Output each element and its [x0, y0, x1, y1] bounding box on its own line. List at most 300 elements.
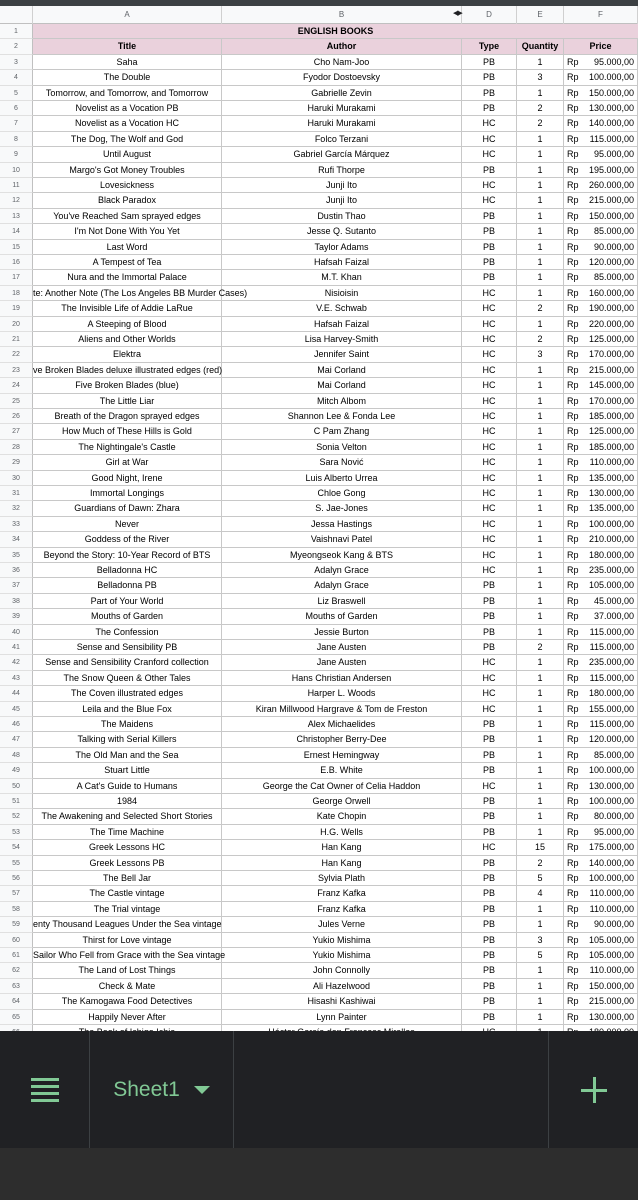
cell-quantity[interactable]: 3	[517, 70, 564, 85]
cell-title[interactable]: Beyond the Story: 10-Year Record of BTS	[33, 548, 222, 563]
cell-title[interactable]: Thirst for Love vintage	[33, 933, 222, 948]
cell-quantity[interactable]: 1	[517, 424, 564, 439]
cell-price[interactable]	[564, 625, 638, 640]
row-number[interactable]: 23	[0, 363, 33, 378]
cell-type[interactable]: HC	[462, 671, 517, 686]
cell-title[interactable]: The Double	[33, 70, 222, 85]
cell-quantity[interactable]: 2	[517, 116, 564, 131]
row-number[interactable]: 39	[0, 609, 33, 624]
cell-title[interactable]: The Land of Lost Things	[33, 963, 222, 978]
cell-title[interactable]: The Kamogawa Food Detectives	[33, 994, 222, 1009]
row-number[interactable]: 50	[0, 779, 33, 794]
cell-price[interactable]	[564, 979, 638, 994]
cell-title[interactable]: Sailor Who Fell from Grace with the Sea vintage	[33, 948, 222, 963]
cell-quantity[interactable]: 1	[517, 240, 564, 255]
cell-title[interactable]: enty Thousand Leagues Under the Sea vintage	[33, 917, 222, 932]
cell-quantity[interactable]: 1	[517, 671, 564, 686]
cell-title[interactable]: Part of Your World	[33, 594, 222, 609]
cell-quantity[interactable]: 1	[517, 471, 564, 486]
cell-title[interactable]: The Bell Jar	[33, 871, 222, 886]
cell-author[interactable]: Ernest Hemingway	[222, 748, 462, 763]
cell-quantity[interactable]: 1	[517, 1010, 564, 1025]
cell-type[interactable]: PB	[462, 594, 517, 609]
cell-quantity[interactable]: 1	[517, 440, 564, 455]
cell-author[interactable]: Mouths of Garden	[222, 609, 462, 624]
row-number[interactable]: 8	[0, 132, 33, 147]
cell-type[interactable]: PB	[462, 902, 517, 917]
cell-quantity[interactable]: 2	[517, 101, 564, 116]
cell-title[interactable]: Goddess of the River	[33, 532, 222, 547]
row-number[interactable]: 4	[0, 70, 33, 85]
cell-type[interactable]: PB	[462, 55, 517, 70]
row-number[interactable]: 60	[0, 933, 33, 948]
cell-price[interactable]	[564, 101, 638, 116]
cell-type[interactable]: PB	[462, 240, 517, 255]
cell-quantity[interactable]: 1	[517, 286, 564, 301]
cell-author[interactable]: S. Jae-Jones	[222, 501, 462, 516]
cell-title[interactable]: Check & Mate	[33, 979, 222, 994]
cell-author[interactable]: Jane Austen	[222, 655, 462, 670]
cell-quantity[interactable]: 3	[517, 933, 564, 948]
cell-quantity[interactable]: 5	[517, 948, 564, 963]
cell-title[interactable]: Talking with Serial Killers	[33, 732, 222, 747]
cell-type[interactable]: PB	[462, 856, 517, 871]
cell-author[interactable]: Sonia Velton	[222, 440, 462, 455]
cell-author[interactable]: Sylvia Plath	[222, 871, 462, 886]
row-number[interactable]: 3	[0, 55, 33, 70]
cell-quantity[interactable]: 2	[517, 856, 564, 871]
cell-quantity[interactable]: 1	[517, 317, 564, 332]
row-number[interactable]: 63	[0, 979, 33, 994]
cell-quantity[interactable]: 1	[517, 902, 564, 917]
cell-quantity[interactable]: 1	[517, 548, 564, 563]
row-number[interactable]: 61	[0, 948, 33, 963]
cell-type[interactable]: HC	[462, 655, 517, 670]
cell-title[interactable]: Leila and the Blue Fox	[33, 702, 222, 717]
cell-type[interactable]: HC	[462, 779, 517, 794]
cell-type[interactable]: HC	[462, 548, 517, 563]
cell-price[interactable]	[564, 255, 638, 270]
cell-type[interactable]: PB	[462, 809, 517, 824]
cell-price[interactable]	[564, 240, 638, 255]
cell-quantity[interactable]: 1	[517, 578, 564, 593]
cell-type[interactable]: HC	[462, 178, 517, 193]
cell-author[interactable]: Jane Austen	[222, 640, 462, 655]
cell-price[interactable]	[564, 594, 638, 609]
cell-type[interactable]: HC	[462, 471, 517, 486]
cell-quantity[interactable]: 1	[517, 963, 564, 978]
cell-title[interactable]: Sense and Sensibility Cranford collection	[33, 655, 222, 670]
cell-type[interactable]: HC	[462, 409, 517, 424]
cell-author[interactable]: Adalyn Grace	[222, 578, 462, 593]
cell-price[interactable]	[564, 378, 638, 393]
cell-author[interactable]: Han Kang	[222, 856, 462, 871]
cell-title[interactable]: Aliens and Other Worlds	[33, 332, 222, 347]
cell-author[interactable]: Jennifer Saint	[222, 347, 462, 362]
cell-author[interactable]: Jessa Hastings	[222, 517, 462, 532]
cell-type[interactable]: HC	[462, 501, 517, 516]
cell-type[interactable]: PB	[462, 886, 517, 901]
cell-quantity[interactable]: 1	[517, 994, 564, 1009]
cell-price[interactable]	[564, 994, 638, 1009]
cell-price[interactable]	[564, 270, 638, 285]
row-number[interactable]: 5	[0, 86, 33, 101]
cell-type[interactable]: HC	[462, 286, 517, 301]
cell-title[interactable]: How Much of These Hills is Gold	[33, 424, 222, 439]
row-number[interactable]: 22	[0, 347, 33, 362]
row-number[interactable]: 47	[0, 732, 33, 747]
cell-type[interactable]: HC	[462, 840, 517, 855]
cell-type[interactable]: HC	[462, 517, 517, 532]
cell-price[interactable]	[564, 825, 638, 840]
cell-price[interactable]	[564, 856, 638, 871]
cell-author[interactable]: Jules Verne	[222, 917, 462, 932]
row-number[interactable]: 62	[0, 963, 33, 978]
cell-title[interactable]: I'm Not Done With You Yet	[33, 224, 222, 239]
row-number[interactable]: 26	[0, 409, 33, 424]
row-number[interactable]: 24	[0, 378, 33, 393]
row-number[interactable]: 14	[0, 224, 33, 239]
cell-quantity[interactable]: 1	[517, 794, 564, 809]
add-sheet-button[interactable]	[548, 1031, 638, 1148]
cell-author[interactable]: Gabrielle Zevin	[222, 86, 462, 101]
cell-type[interactable]: PB	[462, 1010, 517, 1025]
cell-type[interactable]: HC	[462, 424, 517, 439]
cell-title[interactable]: A Tempest of Tea	[33, 255, 222, 270]
cell-author[interactable]: Harper L. Woods	[222, 686, 462, 701]
column-header-b[interactable]: B	[222, 6, 462, 24]
cell-quantity[interactable]: 1	[517, 779, 564, 794]
cell-price[interactable]	[564, 917, 638, 932]
cell-quantity[interactable]: 1	[517, 193, 564, 208]
row-number[interactable]: 48	[0, 748, 33, 763]
cell-quantity[interactable]: 1	[517, 270, 564, 285]
row-number[interactable]: 40	[0, 625, 33, 640]
cell-type[interactable]: PB	[462, 163, 517, 178]
cell-author[interactable]: Franz Kafka	[222, 886, 462, 901]
cell-author[interactable]: Hafsah Faizal	[222, 255, 462, 270]
row-number[interactable]: 18	[0, 286, 33, 301]
cell-type[interactable]: PB	[462, 732, 517, 747]
cell-price[interactable]	[564, 193, 638, 208]
cell-title[interactable]: The Coven illustrated edges	[33, 686, 222, 701]
cell-price[interactable]	[564, 286, 638, 301]
cell-type[interactable]: HC	[462, 193, 517, 208]
cell-title[interactable]: Happily Never After	[33, 1010, 222, 1025]
cell-title[interactable]: Greek Lessons HC	[33, 840, 222, 855]
cell-quantity[interactable]: 5	[517, 871, 564, 886]
cell-type[interactable]: PB	[462, 979, 517, 994]
cell-title[interactable]: te: Another Note (The Los Angeles BB Murder Cases)	[33, 286, 222, 301]
cell-type[interactable]: HC	[462, 116, 517, 131]
cell-title[interactable]: Novelist as a Vocation PB	[33, 101, 222, 116]
cell-author[interactable]: Lynn Painter	[222, 1010, 462, 1025]
row-number[interactable]: 33	[0, 517, 33, 532]
cell-title[interactable]: The Trial vintage	[33, 902, 222, 917]
cell-quantity[interactable]: 1	[517, 55, 564, 70]
cell-price[interactable]	[564, 871, 638, 886]
cell-type[interactable]: PB	[462, 871, 517, 886]
row-number[interactable]: 2	[0, 39, 33, 54]
row-number[interactable]: 20	[0, 317, 33, 332]
cell-type[interactable]: HC	[462, 363, 517, 378]
row-number[interactable]: 44	[0, 686, 33, 701]
cell-author[interactable]: Hafsah Faizal	[222, 317, 462, 332]
sheet-tab[interactable]	[90, 1031, 234, 1148]
cell-author[interactable]: M.T. Khan	[222, 270, 462, 285]
cell-author[interactable]: Fyodor Dostoevsky	[222, 70, 462, 85]
row-number[interactable]: 55	[0, 856, 33, 871]
cell-type[interactable]: PB	[462, 748, 517, 763]
cell-title[interactable]: Guardians of Dawn: Zhara	[33, 501, 222, 516]
cell-author[interactable]: Haruki Murakami	[222, 116, 462, 131]
cell-author[interactable]: Han Kang	[222, 840, 462, 855]
cell-quantity[interactable]: 1	[517, 224, 564, 239]
cell-type[interactable]: HC	[462, 440, 517, 455]
cell-price[interactable]	[564, 394, 638, 409]
cell-price[interactable]	[564, 409, 638, 424]
cell-type[interactable]: PB	[462, 994, 517, 1009]
cell-price[interactable]	[564, 794, 638, 809]
cell-title[interactable]: Stuart Little	[33, 763, 222, 778]
cell-price[interactable]	[564, 563, 638, 578]
cell-title[interactable]: A Cat's Guide to Humans	[33, 779, 222, 794]
cell-price[interactable]	[564, 1010, 638, 1025]
cell-type[interactable]: HC	[462, 686, 517, 701]
cell-title[interactable]: Lovesickness	[33, 178, 222, 193]
cell-author[interactable]: Jessie Burton	[222, 625, 462, 640]
cell-price[interactable]	[564, 548, 638, 563]
cell-title[interactable]: The Awakening and Selected Short Stories	[33, 809, 222, 824]
cell-price[interactable]	[564, 902, 638, 917]
row-number[interactable]: 11	[0, 178, 33, 193]
cell-title[interactable]: The Castle vintage	[33, 886, 222, 901]
cell-price[interactable]	[564, 147, 638, 162]
cell-price[interactable]	[564, 501, 638, 516]
all-sheets-button[interactable]	[0, 1031, 90, 1148]
row-number[interactable]: 54	[0, 840, 33, 855]
cell-price[interactable]	[564, 655, 638, 670]
cell-price[interactable]	[564, 717, 638, 732]
cell-quantity[interactable]: 1	[517, 717, 564, 732]
cell-title[interactable]: Sense and Sensibility PB	[33, 640, 222, 655]
cell-author[interactable]: Sara Nović	[222, 455, 462, 470]
row-number[interactable]: 58	[0, 902, 33, 917]
cell-author[interactable]: Alex Michaelides	[222, 717, 462, 732]
cell-type[interactable]: PB	[462, 255, 517, 270]
cell-author[interactable]: Kate Chopin	[222, 809, 462, 824]
cell-quantity[interactable]: 1	[517, 809, 564, 824]
cell-author[interactable]: Adalyn Grace	[222, 563, 462, 578]
row-number[interactable]: 42	[0, 655, 33, 670]
cell-quantity[interactable]: 1	[517, 917, 564, 932]
cell-author[interactable]: Gabriel García Márquez	[222, 147, 462, 162]
cell-author[interactable]: Yukio Mishima	[222, 933, 462, 948]
cell-title[interactable]: You've Reached Sam sprayed edges	[33, 209, 222, 224]
row-number[interactable]: 35	[0, 548, 33, 563]
column-header-a[interactable]: A	[33, 6, 222, 24]
triangle-down-icon[interactable]	[194, 1086, 210, 1094]
cell-author[interactable]: Chloe Gong	[222, 486, 462, 501]
cell-title[interactable]: Margo's Got Money Troubles	[33, 163, 222, 178]
cell-quantity[interactable]: 1	[517, 501, 564, 516]
cell-author[interactable]: Haruki Murakami	[222, 101, 462, 116]
cell-author[interactable]: Nisioisin	[222, 286, 462, 301]
cell-type[interactable]: PB	[462, 86, 517, 101]
cell-title[interactable]: Nura and the Immortal Palace	[33, 270, 222, 285]
cell-title[interactable]: A Steeping of Blood	[33, 317, 222, 332]
cell-author[interactable]: Shannon Lee & Fonda Lee	[222, 409, 462, 424]
cell-type[interactable]: PB	[462, 717, 517, 732]
header-author[interactable]: Author	[222, 39, 462, 54]
cell-type[interactable]: PB	[462, 70, 517, 85]
cell-price[interactable]	[564, 886, 638, 901]
cell-author[interactable]: George the Cat Owner of Celia Haddon	[222, 779, 462, 794]
cell-title[interactable]: The Old Man and the Sea	[33, 748, 222, 763]
cell-price[interactable]	[564, 471, 638, 486]
row-number[interactable]: 6	[0, 101, 33, 116]
cell-price[interactable]	[564, 671, 638, 686]
cell-quantity[interactable]: 3	[517, 347, 564, 362]
cell-price[interactable]	[564, 532, 638, 547]
cell-quantity[interactable]: 1	[517, 178, 564, 193]
cell-quantity[interactable]: 1	[517, 625, 564, 640]
cell-author[interactable]: Mai Corland	[222, 363, 462, 378]
cell-quantity[interactable]: 1	[517, 517, 564, 532]
cell-type[interactable]: HC	[462, 132, 517, 147]
row-number[interactable]: 46	[0, 717, 33, 732]
cell-title[interactable]: Good Night, Irene	[33, 471, 222, 486]
cell-price[interactable]	[564, 86, 638, 101]
cell-type[interactable]: PB	[462, 963, 517, 978]
row-number[interactable]: 32	[0, 501, 33, 516]
cell-type[interactable]: PB	[462, 224, 517, 239]
row-number[interactable]: 15	[0, 240, 33, 255]
row-number[interactable]: 51	[0, 794, 33, 809]
cell-type[interactable]: HC	[462, 563, 517, 578]
cell-type[interactable]: PB	[462, 948, 517, 963]
cell-type[interactable]: HC	[462, 394, 517, 409]
row-number[interactable]: 34	[0, 532, 33, 547]
column-header-f[interactable]: F	[564, 6, 638, 24]
column-header-d[interactable]: D	[462, 6, 517, 24]
row-number[interactable]: 1	[0, 24, 33, 39]
cell-type[interactable]: PB	[462, 625, 517, 640]
cell-author[interactable]: Ali Hazelwood	[222, 979, 462, 994]
cell-type[interactable]: PB	[462, 763, 517, 778]
row-number[interactable]: 57	[0, 886, 33, 901]
cell-type[interactable]: PB	[462, 209, 517, 224]
cell-price[interactable]	[564, 347, 638, 362]
cell-type[interactable]: PB	[462, 640, 517, 655]
cell-quantity[interactable]: 1	[517, 532, 564, 547]
cell-author[interactable]: John Connolly	[222, 963, 462, 978]
row-number[interactable]: 52	[0, 809, 33, 824]
cell-quantity[interactable]: 1	[517, 163, 564, 178]
cell-price[interactable]	[564, 55, 638, 70]
cell-quantity[interactable]: 4	[517, 886, 564, 901]
cell-price[interactable]	[564, 748, 638, 763]
cell-quantity[interactable]: 1	[517, 86, 564, 101]
cell-author[interactable]: Rufi Thorpe	[222, 163, 462, 178]
row-number[interactable]: 28	[0, 440, 33, 455]
cell-price[interactable]	[564, 224, 638, 239]
cell-price[interactable]	[564, 578, 638, 593]
cell-author[interactable]: V.E. Schwab	[222, 301, 462, 316]
cell-author[interactable]: Taylor Adams	[222, 240, 462, 255]
cell-quantity[interactable]: 2	[517, 301, 564, 316]
cell-title[interactable]: The Nightingale's Castle	[33, 440, 222, 455]
header-price[interactable]: Price	[564, 39, 638, 54]
cell-title[interactable]: Until August	[33, 147, 222, 162]
cell-title[interactable]: Belladonna HC	[33, 563, 222, 578]
cell-author[interactable]: C Pam Zhang	[222, 424, 462, 439]
cell-title[interactable]: The Maidens	[33, 717, 222, 732]
cell-type[interactable]: HC	[462, 378, 517, 393]
row-number[interactable]: 59	[0, 917, 33, 932]
cell-price[interactable]	[564, 209, 638, 224]
cell-type[interactable]: PB	[462, 794, 517, 809]
hidden-column-arrows-icon[interactable]: ◀▶	[453, 10, 462, 17]
cell-type[interactable]: PB	[462, 609, 517, 624]
cell-title[interactable]: Last Word	[33, 240, 222, 255]
cell-title[interactable]: Girl at War	[33, 455, 222, 470]
cell-author[interactable]: Myeongseok Kang & BTS	[222, 548, 462, 563]
cell-price[interactable]	[564, 933, 638, 948]
cell-title[interactable]: Mouths of Garden	[33, 609, 222, 624]
cell-author[interactable]: Cho Nam-Joo	[222, 55, 462, 70]
cell-title[interactable]: Greek Lessons PB	[33, 856, 222, 871]
cell-title[interactable]: The Snow Queen & Other Tales	[33, 671, 222, 686]
cell-price[interactable]	[564, 779, 638, 794]
cell-title[interactable]: The Invisible Life of Addie LaRue	[33, 301, 222, 316]
row-number[interactable]: 45	[0, 702, 33, 717]
cell-quantity[interactable]: 1	[517, 255, 564, 270]
cell-quantity[interactable]: 1	[517, 409, 564, 424]
cell-type[interactable]: PB	[462, 270, 517, 285]
cell-author[interactable]: Junji Ito	[222, 178, 462, 193]
cell-author[interactable]: George Orwell	[222, 794, 462, 809]
cell-author[interactable]: Yukio Mishima	[222, 948, 462, 963]
cell-quantity[interactable]: 1	[517, 563, 564, 578]
cell-type[interactable]: PB	[462, 933, 517, 948]
cell-author[interactable]: Mitch Albom	[222, 394, 462, 409]
cell-author[interactable]: Jesse Q. Sutanto	[222, 224, 462, 239]
row-number[interactable]: 19	[0, 301, 33, 316]
cell-author[interactable]: Junji Ito	[222, 193, 462, 208]
cell-type[interactable]: HC	[462, 532, 517, 547]
cell-price[interactable]	[564, 963, 638, 978]
cell-type[interactable]: HC	[462, 317, 517, 332]
row-number[interactable]: 27	[0, 424, 33, 439]
sheet-title-cell[interactable]: ENGLISH BOOKS	[33, 24, 638, 39]
cell-quantity[interactable]: 1	[517, 686, 564, 701]
cell-quantity[interactable]: 1	[517, 748, 564, 763]
cell-price[interactable]	[564, 840, 638, 855]
cell-type[interactable]: PB	[462, 917, 517, 932]
cell-author[interactable]: Hisashi Kashiwai	[222, 994, 462, 1009]
row-number[interactable]: 64	[0, 994, 33, 1009]
row-number[interactable]: 38	[0, 594, 33, 609]
cell-quantity[interactable]: 1	[517, 455, 564, 470]
cell-quantity[interactable]: 2	[517, 332, 564, 347]
row-number[interactable]: 17	[0, 270, 33, 285]
cell-price[interactable]	[564, 486, 638, 501]
cell-type[interactable]: PB	[462, 825, 517, 840]
row-number[interactable]: 29	[0, 455, 33, 470]
row-number[interactable]: 16	[0, 255, 33, 270]
cell-type[interactable]: HC	[462, 702, 517, 717]
